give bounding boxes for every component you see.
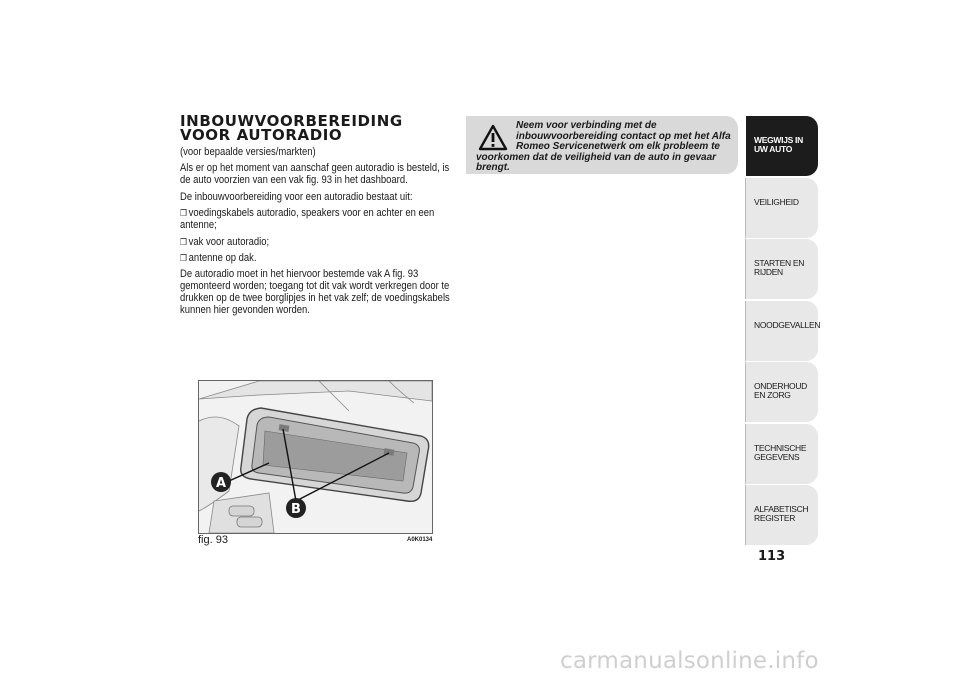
watermark: carmanualsonline.info: [560, 648, 819, 674]
dashboard-radio-slot-illustration: [199, 381, 432, 533]
bullet-checkbox-icon: ❒: [180, 252, 187, 263]
tab-wegwijs-in-uw-auto[interactable]: WEGWIJS IN UW AUTO: [746, 116, 818, 176]
bullet-item: ❒ vak voor autoradio;: [180, 235, 270, 248]
tab-veiligheid[interactable]: VEILIGHEID: [746, 178, 818, 238]
tab-starten-en-rijden[interactable]: STARTEN EN RIJDEN: [746, 239, 818, 299]
paragraph-1: Als er op het moment van aanschaf geen autoradio is besteld, is de auto voorzien van een vak fig. 93 in het dashboard.: [180, 162, 450, 187]
section-title: INBOUWVOORBEREIDING VOOR AUTORADIO: [180, 112, 403, 144]
figure-93-image: [198, 380, 433, 534]
tab-alfabetisch-register[interactable]: ALFABETISCH REGISTER: [746, 485, 818, 545]
paragraph-2: De inbouwvoorbereiding voor een autoradio bestaat uit:: [180, 190, 413, 203]
callout-a: A: [215, 476, 227, 491]
bullet-checkbox-icon: ❒: [180, 236, 187, 247]
warning-box: [466, 116, 738, 174]
tab-onderhoud-en-zorg[interactable]: ONDERHOUD EN ZORG: [746, 362, 818, 422]
paragraph-3: De autoradio moet in het hiervoor bestemde vak A fig. 93 gemonteerd worden; toegang tot dit vak wordt verkregen door te drukken op de twee borglipjes in het vak zelf; de voedingskabels kunnen hier gevonden worden.: [180, 268, 450, 317]
body-text: [180, 146, 450, 321]
callout-b: B: [291, 502, 301, 517]
figure-caption: fig. 93: [198, 534, 228, 546]
bullet-checkbox-icon: ❒: [180, 208, 187, 219]
page-number: 113: [758, 549, 786, 564]
tab-technische-gegevens[interactable]: TECHNISCHE GEGEVENS: [746, 424, 818, 484]
warning-text: Neem voor verbinding met de inbouwvoorbereiding contact op met het Alfa Romeo Servicenetwerk om elk probleem te voorkomen dat de veiligheid van de auto in gevaar brengt.: [476, 120, 731, 174]
subtitle: (voor bepaalde versies/markten): [180, 146, 316, 158]
bullet-item: ❒ antenne op dak.: [180, 251, 257, 264]
bullet-item: ❒ voedingskabels autoradio, speakers voor en achter en een antenne;: [180, 207, 435, 232]
figure-code: A0K0134: [407, 537, 433, 543]
chapter-tabs: [746, 116, 821, 547]
tab-noodgevallen[interactable]: NOODGEVALLEN: [746, 301, 818, 361]
